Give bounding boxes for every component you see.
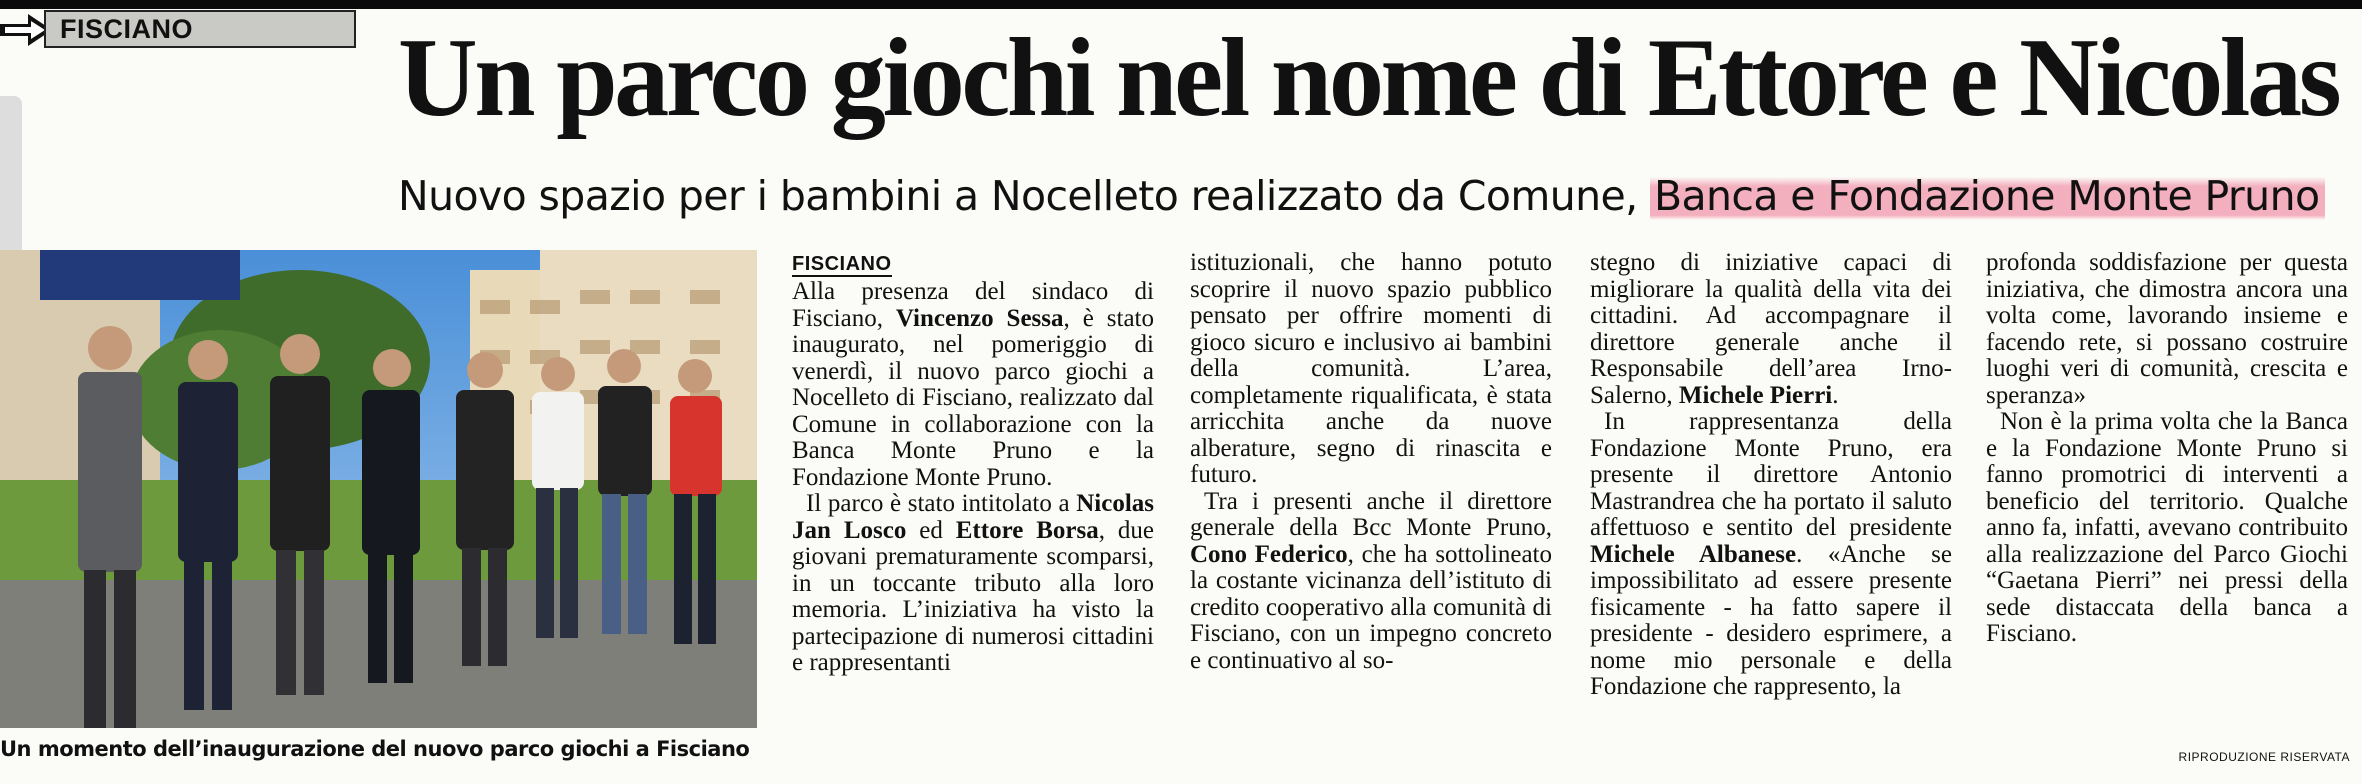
article-column-3 [1590, 250, 1952, 701]
paragraph-8: Non è la prima volta che la Banca e la Fondazione Monte Pruno si fanno promotrici di interventi a beneficio del territorio. Qualche anno fa, infatti, avevano contribuito alla realizzazione del Parco Giochi “Gaetana Pierri” nei pressi della sede distaccata della banca a Fisciano. [1986, 408, 2348, 647]
article-kicker: FISCIANO [792, 253, 892, 275]
subhead-highlight: Banca e Fondazione Monte Pruno [1650, 172, 2325, 220]
top-rule [0, 0, 2362, 9]
paragraph-1: Alla presenza del sindaco di Fisciano, Vincenzo Sessa, è stato inaugurato, nel pomeriggio di venerdì, il nuovo parco giochi a Nocelleto di Fisciano, realizzato dal Comune in collaborazione con la Banca Monte Pruno e la Fondazione Monte Pruno. [792, 278, 1154, 491]
subhead-text: Nuovo spazio per i bambini a Nocelleto realizzato da Comune, [398, 172, 1650, 220]
paragraph-3: istituzionali, che hanno potuto scoprire il nuovo spazio pubblico pensato per offrire momenti di gioco sicuro e inclusivo ai bambini della comunità. L’area, completamente riqualificata, è stata arricchita anche da nuove alberature, segno di rinascita e futuro. [1190, 249, 1552, 488]
paragraph-4: Tra i presenti anche il direttore generale della Bcc Monte Pruno, Cono Federico, che ha sottolineato la costante vicinanza dell’istituto di credito cooperativo alla comunità di Fisciano, con un impegno concreto e continuativo al so- [1190, 487, 1552, 674]
paragraph-7: profonda soddisfazione per questa iniziativa, che dimostra ancora una volta come, lavorando insieme e facendo rete, si possano costruire luoghi veri di comunità, crescita e speranza» [1986, 249, 2348, 409]
article-column-2 [1190, 250, 1552, 674]
scroll-handle[interactable] [0, 96, 22, 266]
paragraph-5: stegno di iniziative capaci di migliorare la qualità della vita dei cittadini. Ad accompagnare il direttore generale anche il Responsabile dell’area Irno-Salerno, Michele Pierri. [1590, 249, 1952, 409]
paragraph-2: Il parco è stato intitolato a Nicolas Jan Losco ed Ettore Borsa, due giovani prematuramente scomparsi, in un toccante tributo alla loro memoria. L’iniziativa ha visto la partecipazione di numerosi cittadini e rappresentanti [792, 490, 1154, 676]
subheadline [398, 168, 2358, 224]
headline: Un parco giochi nel nome di Ettore e Nicolas [398, 16, 2339, 140]
section-tag: FISCIANO [44, 10, 356, 48]
article-column-4 [1986, 250, 2348, 648]
article-column-1 [792, 250, 1154, 677]
paragraph-6: In rappresentanza della Fondazione Monte Pruno, era presente il direttore Antonio Mastrandrea che ha portato il saluto affettuoso e sentito del presidente Michele Albanese. «Anche se impossibilitato ad essere presente fisicamente - ha fatto sapere il presidente - desidero esprimere, a nome mio personale e della Fondazione che rappresento, la [1590, 408, 1952, 700]
copyright-note: RIPRODUZIONE RISERVATA [2178, 750, 2350, 764]
event-photo [0, 250, 757, 728]
photo-caption: Un momento dell’inaugurazione del nuovo parco giochi a Fisciano [0, 737, 750, 761]
